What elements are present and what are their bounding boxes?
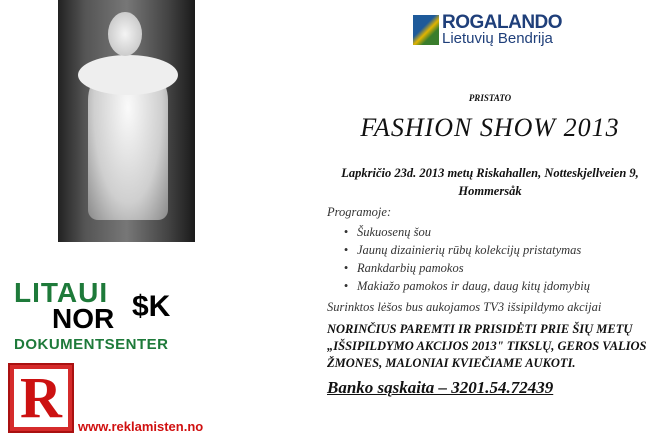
event-title: FASHION SHOW 2013: [360, 113, 620, 142]
list-item-text: Šukuosenų šou: [357, 225, 431, 239]
litauisk-norsk-logo: [14, 277, 171, 353]
logo-line: DOKUMENTSENTER: [14, 336, 169, 353]
presents-label: PRISTATO: [468, 93, 512, 103]
fur-collar-shape: [78, 55, 178, 95]
bullet-icon: •: [343, 261, 349, 275]
logo-suffix: $K: [132, 290, 171, 323]
rogalando-subtitle: Lietuvių Bendrija: [442, 30, 553, 47]
list-item: [327, 279, 590, 297]
list-item-text: Rankdarbių pamokos: [357, 261, 464, 275]
bullet-icon: •: [343, 243, 349, 257]
rogalando-name: ROGALANDO: [442, 12, 563, 33]
logo-line: LITAUI: [14, 277, 109, 308]
program-list: [327, 225, 590, 297]
location-line: Hommersåk: [458, 184, 522, 198]
program-label: Programoje:: [327, 205, 392, 219]
list-item: [327, 225, 590, 243]
list-item: [327, 261, 590, 279]
list-item-text: Makiažo pamokos ir daug, daug kitų įdomybių: [357, 279, 590, 293]
list-item-text: Jaunų dizainierių rūbų kolekcijų pristatymas: [357, 243, 582, 257]
reklamisten-url[interactable]: www.reklamisten.no: [78, 419, 204, 434]
logo-line: NOR: [52, 303, 115, 334]
appeal-line: NORINČIUS PAREMTI IR PRISIDĖTI PRIE ŠIŲ METŲ: [327, 322, 633, 336]
event-date-location: [327, 164, 653, 200]
reklamisten-logo: [8, 363, 74, 433]
donation-appeal: [327, 321, 647, 372]
appeal-line: „IŠSIPILDYMO AKCIJOS 2013" TIKSLŲ, GEROS VALIOS: [327, 339, 647, 353]
fashion-model-photo: [58, 0, 195, 242]
donation-note: Surinktos lėšos bus aukojamos TV3 išsipildymo akcijai: [327, 300, 602, 314]
appeal-line: ŽMONES, MALONIAI KVIEČIAME AUKOTI.: [327, 356, 576, 370]
rogalando-logo: [413, 14, 562, 46]
date-line: Lapkričio 23d. 2013 metų Riskahallen, Notteskjellveien 9,: [341, 166, 639, 180]
list-item: [327, 243, 590, 261]
bullet-icon: •: [343, 225, 349, 239]
reklamisten-letter: R: [14, 369, 68, 427]
rogalando-logo-icon: [413, 15, 439, 45]
bullet-icon: •: [343, 279, 349, 293]
bank-account: Banko sąskaita – 3201.54.72439: [327, 378, 554, 397]
model-head-shape: [108, 12, 142, 56]
